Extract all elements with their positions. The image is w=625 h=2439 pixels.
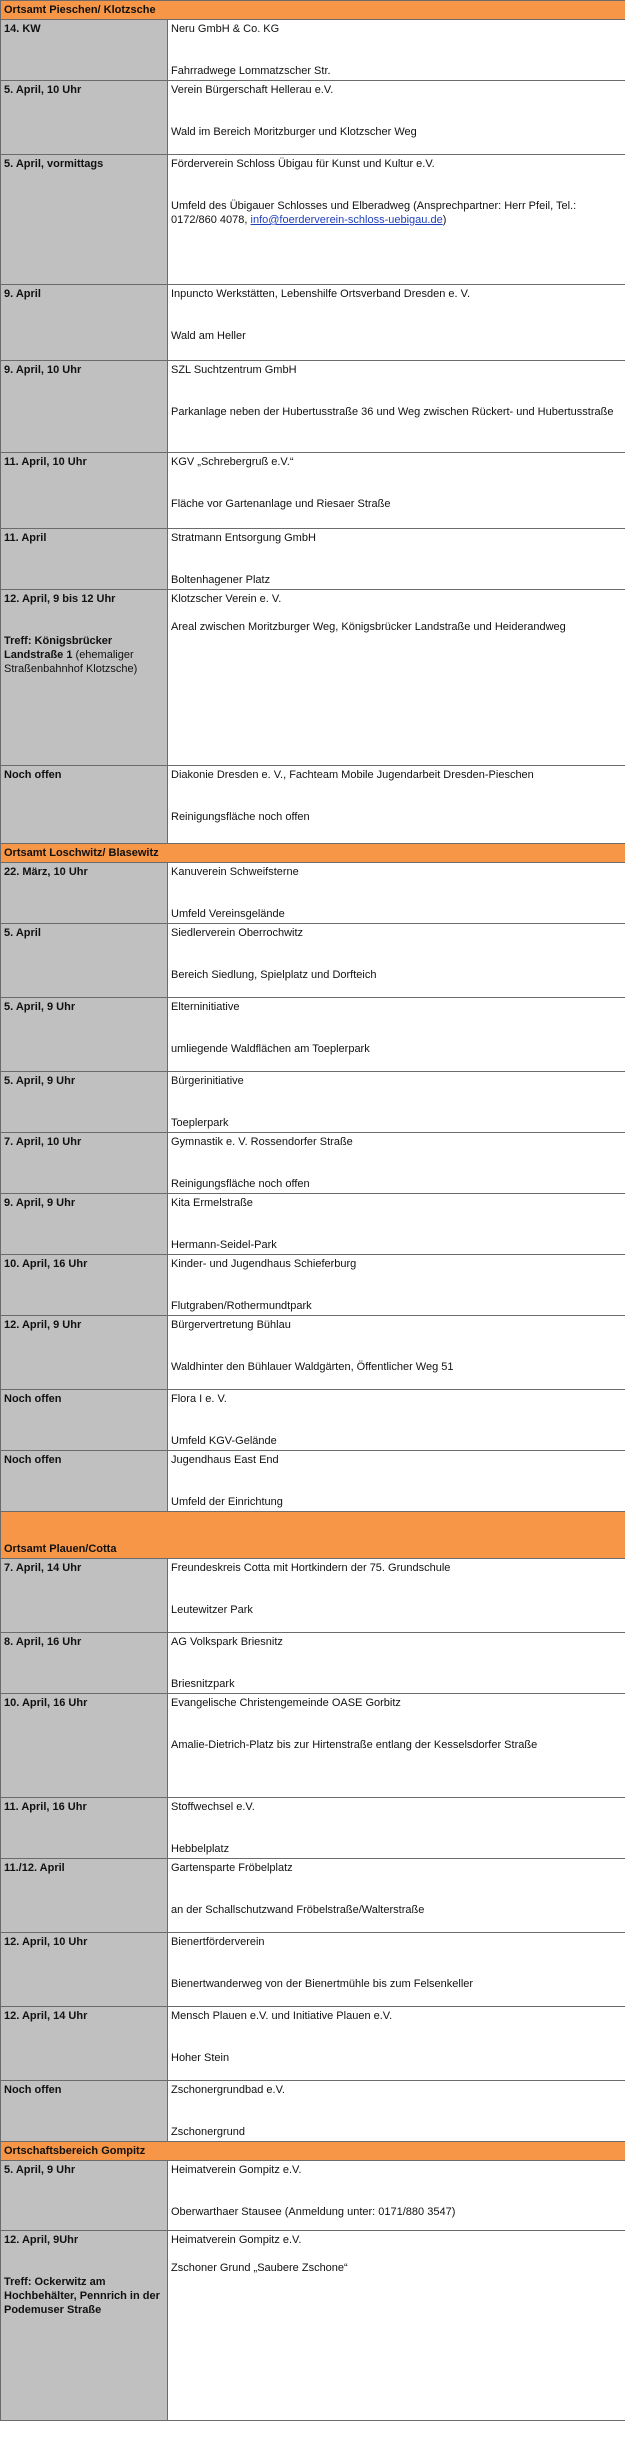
event-details-cell: [168, 1694, 625, 1798]
event-row: [1, 1933, 625, 2007]
section-title: Ortsamt Pieschen/ Klotzsche: [1, 1, 625, 20]
cleanup-location: [171, 1042, 622, 1056]
organizer: Heimatverein Gompitz e.V.: [171, 2164, 302, 2176]
event-row: [1, 590, 625, 766]
event-date-cell: [1, 1451, 168, 1512]
cleanup-location: [171, 810, 622, 824]
event-row: [1, 1451, 625, 1512]
event-details-cell: [168, 2161, 625, 2231]
events-table-body: [1, 1, 625, 2421]
section-title: Ortsamt Loschwitz/ Blasewitz: [1, 844, 625, 863]
organizer: Elterninitiative: [171, 1001, 240, 1013]
event-date: 12. April, 9Uhr: [4, 2234, 79, 2246]
cleanup-location-text: Wald am Heller: [171, 330, 246, 342]
event-row: [1, 1255, 625, 1316]
cleanup-location: [171, 64, 622, 78]
cleanup-location-text: Oberwarthaer Stausee (Anmeldung unter: 0171/880 3547): [171, 2206, 456, 2218]
organizer: Evangelische Christengemeinde OASE Gorbitz: [171, 1697, 401, 1709]
cleanup-location: [171, 2051, 622, 2065]
cleanup-location-text: Areal zwischen Moritzburger Weg, Königsbrücker Landstraße und Heiderandweg: [171, 621, 566, 633]
cleanup-location: [171, 1977, 622, 1991]
cleanup-location-text: an der Schallschutzwand Fröbelstraße/Walterstraße: [171, 1904, 425, 1916]
event-details-cell: [168, 1255, 625, 1316]
section-title: Ortsamt Plauen/Cotta: [1, 1512, 625, 1559]
meeting-point-label: Treff: Ockerwitz am Hochbehälter, Pennrich in der Podemuser Straße: [4, 2276, 160, 2316]
cleanup-location: [171, 125, 622, 139]
event-details-cell: [168, 766, 625, 844]
organizer: Heimatverein Gompitz e.V.: [171, 2234, 302, 2246]
event-date: Noch offen: [4, 1393, 62, 1405]
event-date-cell: [1, 155, 168, 285]
event-date: 9. April, 10 Uhr: [4, 364, 82, 376]
cleanup-location-text: Waldhinter den Bühlauer Waldgärten, Öffentlicher Weg 51: [171, 1361, 454, 1373]
event-date-cell: [1, 1633, 168, 1694]
section-header-row: [1, 844, 625, 863]
event-row: [1, 1316, 625, 1390]
cleanup-location: [171, 199, 622, 227]
event-row: [1, 1633, 625, 1694]
event-details-cell: [168, 20, 625, 81]
event-row: [1, 155, 625, 285]
cleanup-location-tail: ): [442, 214, 447, 226]
section-header-row: [1, 1512, 625, 1559]
cleanup-location-text: Umfeld des Übigauer Schlosses und Elberadweg (Ansprechpartner: Herr Pfeil, Tel.: 0172/860 4078,: [171, 200, 577, 226]
meeting-point: [4, 634, 164, 676]
email-link[interactable]: info@foerderverein-schloss-uebigau.de: [250, 214, 443, 226]
organizer: Bienertförderverein: [171, 1936, 265, 1948]
event-row: [1, 863, 625, 924]
event-details-cell: [168, 2081, 625, 2142]
cleanup-location: [171, 1903, 622, 1917]
event-date: 5. April, 9 Uhr: [4, 1075, 76, 1087]
event-row: [1, 81, 625, 155]
event-date-cell: [1, 20, 168, 81]
event-date-cell: [1, 2161, 168, 2231]
event-details-cell: [168, 285, 625, 361]
event-date: 11. April, 10 Uhr: [4, 456, 87, 468]
event-date: 12. April, 9 Uhr: [4, 1319, 82, 1331]
event-row: [1, 361, 625, 453]
cleanup-location-text: Bereich Siedlung, Spielplatz und Dorfteich: [171, 969, 377, 981]
event-date-cell: [1, 1133, 168, 1194]
section-header-row: [1, 2142, 625, 2161]
event-row: [1, 1133, 625, 1194]
event-date-cell: [1, 1316, 168, 1390]
event-date-cell: [1, 529, 168, 590]
event-date-cell: [1, 1694, 168, 1798]
event-date-cell: [1, 2231, 168, 2421]
event-date-cell: [1, 1933, 168, 2007]
event-date-cell: [1, 2007, 168, 2081]
event-details-cell: [168, 1072, 625, 1133]
event-details-cell: [168, 81, 625, 155]
event-date: 5. April, 10 Uhr: [4, 84, 82, 96]
event-date: 11./12. April: [4, 1862, 65, 1874]
organizer: Zschonergrundbad e.V.: [171, 2084, 285, 2096]
cleanup-location-text: Briesnitzpark: [171, 1678, 235, 1690]
cleanup-location: [171, 907, 622, 921]
event-details-cell: [168, 998, 625, 1072]
event-date: 14. KW: [4, 23, 41, 35]
event-row: [1, 998, 625, 1072]
event-date-cell: [1, 1072, 168, 1133]
event-details-cell: [168, 863, 625, 924]
organizer: Verein Bürgerschaft Hellerau e.V.: [171, 84, 334, 96]
organizer: Kanuverein Schweifsterne: [171, 866, 299, 878]
organizer: Diakonie Dresden e. V., Fachteam Mobile Jugendarbeit Dresden-Pieschen: [171, 769, 534, 781]
event-row: [1, 1559, 625, 1633]
cleanup-location-text: Reinigungsfläche noch offen: [171, 811, 310, 823]
event-details-cell: [168, 361, 625, 453]
event-date-cell: [1, 1194, 168, 1255]
event-date: 5. April: [4, 927, 41, 939]
event-row: [1, 2231, 625, 2421]
event-details-cell: [168, 1194, 625, 1255]
organizer: Flora I e. V.: [171, 1393, 227, 1405]
cleanup-location: [171, 620, 622, 634]
event-details-cell: [168, 155, 625, 285]
event-date: 5. April, 9 Uhr: [4, 2164, 76, 2176]
cleanup-location-text: Hebbelplatz: [171, 1843, 230, 1855]
cleanup-location-text: Flutgraben/Rothermundtpark: [171, 1300, 312, 1312]
event-date: 10. April, 16 Uhr: [4, 1258, 88, 1270]
cleanup-location: [171, 1677, 622, 1691]
event-row: [1, 1072, 625, 1133]
event-details-cell: [168, 2007, 625, 2081]
event-details-cell: [168, 453, 625, 529]
event-date: 12. April, 14 Uhr: [4, 2010, 88, 2022]
event-row: [1, 1194, 625, 1255]
organizer: Jugendhaus East End: [171, 1454, 279, 1466]
cleanup-location-text: Fahrradwege Lommatzscher Str.: [171, 65, 331, 77]
cleanup-location: [171, 1603, 622, 1617]
cleanup-location: [171, 1299, 622, 1313]
event-date: 7. April, 10 Uhr: [4, 1136, 82, 1148]
event-date-cell: [1, 1859, 168, 1933]
cleanup-location: [171, 405, 622, 419]
event-row: [1, 924, 625, 998]
organizer: Siedlerverein Oberrochwitz: [171, 927, 304, 939]
cleanup-location-text: Umfeld KGV-Gelände: [171, 1435, 277, 1447]
cleanup-location-text: Toeplerpark: [171, 1117, 229, 1129]
event-date-cell: [1, 1390, 168, 1451]
event-date-cell: [1, 81, 168, 155]
meeting-point-label: Treff: Königsbrücker Landstraße 1: [4, 635, 113, 661]
cleanup-location-text: Leutewitzer Park: [171, 1604, 253, 1616]
event-date: 9. April: [4, 288, 41, 300]
cleanup-location-text: Zschonergrund: [171, 2126, 245, 2138]
meeting-point-note: (ehemaliger Straßenbahnhof Klotzsche): [4, 649, 138, 675]
cleanup-location: [171, 1434, 622, 1448]
cleanup-location: [171, 329, 622, 343]
section-title: Ortschaftsbereich Gompitz: [1, 2142, 625, 2161]
cleanup-location-text: Hoher Stein: [171, 2052, 230, 2064]
cleanup-location: [171, 1238, 622, 1252]
organizer: Kinder- und Jugendhaus Schieferburg: [171, 1258, 357, 1270]
organizer: Neru GmbH & Co. KG: [171, 23, 280, 35]
event-details-cell: [168, 1316, 625, 1390]
event-row: [1, 453, 625, 529]
cleanup-location-text: Parkanlage neben der Hubertusstraße 36 und Weg zwischen Rückert- und Hubertusstraße: [171, 406, 614, 418]
cleanup-location: [171, 1177, 622, 1191]
organizer: Bürgerinitiative: [171, 1075, 244, 1087]
cleanup-location: [171, 1738, 622, 1752]
cleanup-location: [171, 2125, 622, 2139]
event-date: 8. April, 16 Uhr: [4, 1636, 82, 1648]
event-date: 12. April, 9 bis 12 Uhr: [4, 593, 116, 605]
event-details-cell: [168, 1933, 625, 2007]
cleanup-location-text: Amalie-Dietrich-Platz bis zur Hirtenstraße entlang der Kesselsdorfer Straße: [171, 1739, 538, 1751]
event-date: 7. April, 14 Uhr: [4, 1562, 82, 1574]
event-date-cell: [1, 1798, 168, 1859]
cleanup-location: [171, 573, 622, 587]
event-details-cell: [168, 1798, 625, 1859]
event-details-cell: [168, 529, 625, 590]
event-date-cell: [1, 2081, 168, 2142]
cleanup-location: [171, 968, 622, 982]
event-details-cell: [168, 1451, 625, 1512]
event-row: [1, 529, 625, 590]
organizer: Stoffwechsel e.V.: [171, 1801, 255, 1813]
cleanup-location-text: Boltenhagener Platz: [171, 574, 271, 586]
organizer: Mensch Plauen e.V. und Initiative Plauen e.V.: [171, 2010, 393, 2022]
cleanup-location-text: Wald im Bereich Moritzburger und Klotzscher Weg: [171, 126, 417, 138]
organizer: SZL Suchtzentrum GmbH: [171, 364, 297, 376]
event-date-cell: [1, 361, 168, 453]
cleanup-location: [171, 1116, 622, 1130]
event-row: [1, 20, 625, 81]
event-date-cell: [1, 1255, 168, 1316]
event-details-cell: [168, 1633, 625, 1694]
event-date-cell: [1, 766, 168, 844]
organizer: KGV „Schrebergruß e.V.“: [171, 456, 294, 468]
event-date-cell: [1, 1559, 168, 1633]
event-date-cell: [1, 863, 168, 924]
event-details-cell: [168, 590, 625, 766]
event-date: Noch offen: [4, 2084, 62, 2096]
event-date: 11. April: [4, 532, 47, 544]
event-row: [1, 1859, 625, 1933]
event-row: [1, 2007, 625, 2081]
cleanup-location-text: Umfeld Vereinsgelände: [171, 908, 285, 920]
event-date: 11. April, 16 Uhr: [4, 1801, 87, 1813]
cleanup-location: [171, 1842, 622, 1856]
event-row: [1, 285, 625, 361]
event-row: [1, 2161, 625, 2231]
cleanup-location-text: Reinigungsfläche noch offen: [171, 1178, 310, 1190]
organizer: Gymnastik e. V. Rossendorfer Straße: [171, 1136, 353, 1148]
cleanup-location: [171, 2261, 622, 2275]
event-details-cell: [168, 1133, 625, 1194]
cleanup-location-text: Fläche vor Gartenanlage und Riesaer Straße: [171, 498, 391, 510]
event-row: [1, 766, 625, 844]
event-date: Noch offen: [4, 1454, 62, 1466]
event-details-cell: [168, 924, 625, 998]
event-details-cell: [168, 2231, 625, 2421]
event-date: 12. April, 10 Uhr: [4, 1936, 88, 1948]
event-date: 10. April, 16 Uhr: [4, 1697, 88, 1709]
event-date-cell: [1, 285, 168, 361]
cleanup-location-text: umliegende Waldflächen am Toeplerpark: [171, 1043, 370, 1055]
event-details-cell: [168, 1559, 625, 1633]
section-header-row: [1, 1, 625, 20]
cleanup-location-text: Hermann-Seidel-Park: [171, 1239, 277, 1251]
event-details-cell: [168, 1390, 625, 1451]
event-date-cell: [1, 590, 168, 766]
organizer: Stratmann Entsorgung GmbH: [171, 532, 316, 544]
event-date: 9. April, 9 Uhr: [4, 1197, 76, 1209]
event-date: 5. April, vormittags: [4, 158, 104, 170]
cleanup-location-text: Zschoner Grund „Saubere Zschone“: [171, 2262, 348, 2274]
organizer: Gartensparte Fröbelplatz: [171, 1862, 293, 1874]
event-date: 22. März, 10 Uhr: [4, 866, 88, 878]
event-date-cell: [1, 998, 168, 1072]
cleanup-location: [171, 497, 622, 511]
cleanup-location: [171, 1495, 622, 1509]
event-date-cell: [1, 924, 168, 998]
event-date: Noch offen: [4, 769, 62, 781]
organizer: Bürgervertretung Bühlau: [171, 1319, 291, 1331]
event-date: 5. April, 9 Uhr: [4, 1001, 76, 1013]
organizer: AG Volkspark Briesnitz: [171, 1636, 283, 1648]
cleanup-location: [171, 2205, 622, 2219]
organizer: Inpuncto Werkstätten, Lebenshilfe Ortsverband Dresden e. V.: [171, 288, 471, 300]
organizer: Klotzscher Verein e. V.: [171, 593, 282, 605]
event-row: [1, 1694, 625, 1798]
organizer: Freundeskreis Cotta mit Hortkindern der 75. Grundschule: [171, 1562, 451, 1574]
cleanup-location-text: Bienertwanderweg von der Bienertmühle bis zum Felsenkeller: [171, 1978, 474, 1990]
organizer: Kita Ermelstraße: [171, 1197, 253, 1209]
organizer: Förderverein Schloss Übigau für Kunst und Kultur e.V.: [171, 158, 435, 170]
cleanup-location-text: Umfeld der Einrichtung: [171, 1496, 283, 1508]
event-row: [1, 1390, 625, 1451]
cleanup-location: [171, 1360, 622, 1374]
event-row: [1, 2081, 625, 2142]
meeting-point: [4, 2275, 164, 2317]
event-date-cell: [1, 453, 168, 529]
event-row: [1, 1798, 625, 1859]
event-details-cell: [168, 1859, 625, 1933]
